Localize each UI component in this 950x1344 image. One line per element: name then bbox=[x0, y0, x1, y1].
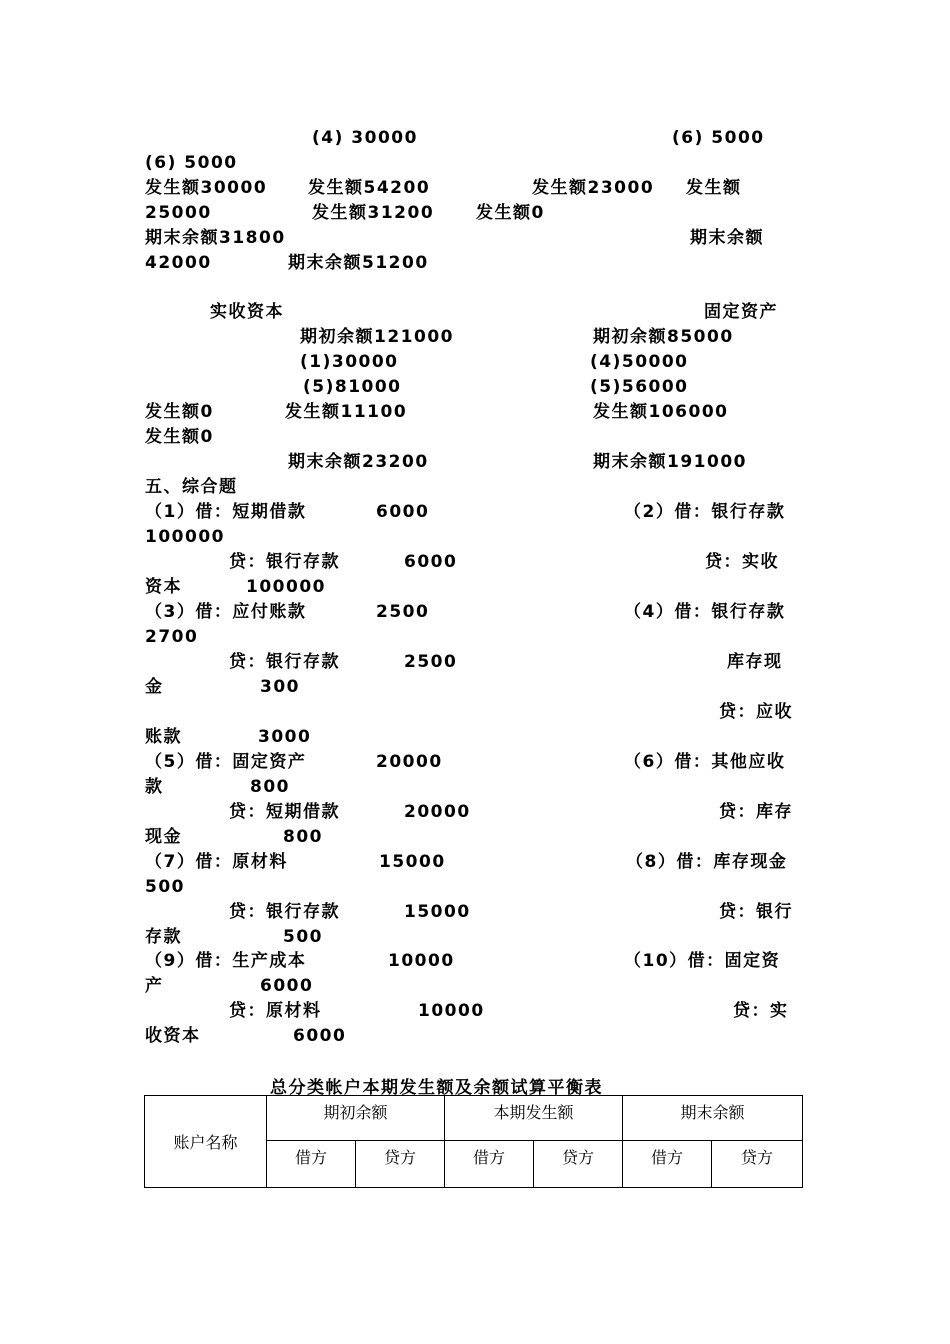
text-line: 期初余额85000 bbox=[593, 327, 734, 347]
text-line: 贷：原材料 bbox=[229, 1001, 322, 1021]
text-line: (1)30000 bbox=[300, 352, 399, 372]
period-amount-header: 本期发生额 bbox=[445, 1096, 623, 1141]
text-line: 产 bbox=[145, 976, 164, 996]
text-line: 15000 bbox=[404, 902, 471, 922]
debit-header: 借方 bbox=[267, 1141, 356, 1188]
text-line: 发生额106000 bbox=[593, 402, 729, 422]
text-line: 发生额0 bbox=[476, 203, 545, 223]
text-line: 6000 bbox=[260, 976, 314, 996]
text-line: 发生额0 bbox=[145, 402, 214, 422]
text-line: 存款 bbox=[145, 927, 182, 947]
text-line: 贷：库存 bbox=[719, 802, 793, 822]
text-line: 资本 bbox=[145, 577, 182, 597]
text-line: 金 bbox=[145, 677, 164, 697]
text-line: 发生额30000 bbox=[145, 178, 268, 198]
text-line: 10000 bbox=[388, 951, 455, 971]
text-line: （4）借：银行存款 bbox=[624, 602, 786, 622]
text-line: 账款 bbox=[145, 727, 182, 747]
text-line: 贷：银行存款 bbox=[229, 902, 340, 922]
text-line: 100000 bbox=[246, 577, 326, 597]
text-line: 10000 bbox=[418, 1001, 485, 1021]
text-line: （9）借：生产成本 bbox=[145, 951, 307, 971]
credit-header: 贷方 bbox=[356, 1141, 445, 1188]
text-line: 发生额 bbox=[686, 178, 742, 198]
text-line: 贷：银行 bbox=[719, 902, 793, 922]
text-line: （2）借：银行存款 bbox=[624, 502, 786, 522]
text-line: （10）借：固定资 bbox=[624, 951, 781, 971]
text-line: 发生额11100 bbox=[285, 402, 408, 422]
text-line: 发生额31200 bbox=[312, 203, 435, 223]
opening-balance-header: 期初余额 bbox=[267, 1096, 445, 1141]
section-heading: 五、综合题 bbox=[145, 477, 238, 497]
text-line: 贷：短期借款 bbox=[229, 802, 340, 822]
text-line: 42000 bbox=[145, 253, 212, 273]
text-line: 现金 bbox=[145, 827, 182, 847]
text-line: 贷：应收 bbox=[719, 702, 793, 722]
debit-header: 借方 bbox=[623, 1141, 712, 1188]
text-line: 发生额23000 bbox=[532, 178, 655, 198]
account-name-header: 账户名称 bbox=[145, 1096, 267, 1188]
account-heading: 实收资本 bbox=[210, 302, 284, 322]
text-line: (6) 5000 bbox=[672, 128, 765, 148]
text-line: (6) 5000 bbox=[145, 153, 238, 173]
text-line: 20000 bbox=[404, 802, 471, 822]
text-line: 期末余额191000 bbox=[593, 452, 747, 472]
text-line: 发生额54200 bbox=[308, 178, 431, 198]
text-line: 库存现 bbox=[727, 652, 783, 672]
text-line: 贷：实 bbox=[733, 1001, 789, 1021]
text-line: 500 bbox=[145, 877, 185, 897]
closing-balance-header: 期末余额 bbox=[623, 1096, 803, 1141]
text-line: 2700 bbox=[145, 627, 199, 647]
text-line: 800 bbox=[283, 827, 323, 847]
text-line: 300 bbox=[260, 677, 300, 697]
text-line: 款 bbox=[145, 777, 164, 797]
text-line: 期末余额23200 bbox=[288, 452, 429, 472]
text-line: 6000 bbox=[404, 552, 458, 572]
credit-header: 贷方 bbox=[534, 1141, 623, 1188]
text-line: 贷：银行存款 bbox=[229, 652, 340, 672]
text-line: 6000 bbox=[293, 1026, 347, 1046]
text-line: 期末余额51200 bbox=[288, 253, 429, 273]
text-line: 收资本 bbox=[145, 1026, 201, 1046]
text-line: 2500 bbox=[376, 602, 430, 622]
text-line: (4)50000 bbox=[590, 352, 689, 372]
text-line: 800 bbox=[250, 777, 290, 797]
text-line: 期末余额 bbox=[690, 228, 764, 248]
text-line: 期末余额31800 bbox=[145, 228, 286, 248]
text-line: （8）借：库存现金 bbox=[626, 852, 788, 872]
debit-header: 借方 bbox=[445, 1141, 534, 1188]
text-line: 贷：银行存款 bbox=[229, 552, 340, 572]
text-line: （1）借：短期借款 bbox=[145, 502, 307, 522]
text-line: （7）借：原材料 bbox=[145, 852, 288, 872]
text-line: 2500 bbox=[404, 652, 458, 672]
trial-balance-table bbox=[144, 1095, 803, 1188]
text-line: 25000 bbox=[145, 203, 212, 223]
credit-header: 贷方 bbox=[712, 1141, 803, 1188]
table-header-row bbox=[145, 1096, 803, 1141]
text-line: 500 bbox=[283, 927, 323, 947]
account-heading: 固定资产 bbox=[704, 302, 778, 322]
text-line: 6000 bbox=[376, 502, 430, 522]
text-line: (5)81000 bbox=[303, 377, 402, 397]
text-line: （5）借：固定资产 bbox=[145, 752, 307, 772]
text-line: 期初余额121000 bbox=[300, 327, 454, 347]
text-line: 20000 bbox=[376, 752, 443, 772]
text-line: (4) 30000 bbox=[312, 128, 418, 148]
text-line: 贷：实收 bbox=[705, 552, 779, 572]
text-line: 发生额0 bbox=[145, 427, 214, 447]
table-title: 总分类帐户本期发生额及余额试算平衡表 bbox=[270, 1078, 603, 1098]
text-line: (5)56000 bbox=[590, 377, 689, 397]
text-line: 3000 bbox=[258, 727, 312, 747]
text-line: 15000 bbox=[379, 852, 446, 872]
text-line: （6）借：其他应收 bbox=[624, 752, 786, 772]
text-line: 100000 bbox=[145, 527, 225, 547]
text-line: （3）借：应付账款 bbox=[145, 602, 307, 622]
